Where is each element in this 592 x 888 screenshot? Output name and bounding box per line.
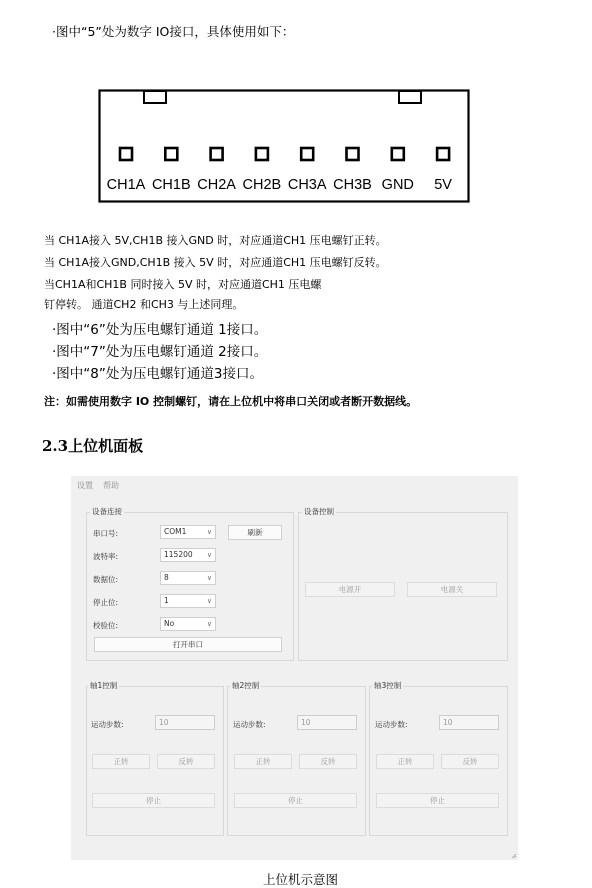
stop-bits-value: 1 — [164, 596, 169, 605]
axis3-steps-label: 运动步数: — [375, 720, 408, 729]
axis1-title: 轴1控制 — [90, 681, 118, 690]
chevron-down-icon: ∨ — [206, 620, 212, 628]
latch-right — [399, 91, 421, 103]
stop-bits-label: 停止位: — [93, 598, 119, 607]
data-bits-value: 8 — [164, 573, 169, 582]
power-on-button[interactable]: 电源开 — [305, 582, 395, 597]
axis1-stop-button[interactable]: 停止 — [92, 793, 215, 808]
axis2-steps-input[interactable]: 10 — [297, 715, 357, 730]
chevron-down-icon: ∨ — [206, 597, 212, 605]
baud-value: 115200 — [164, 550, 193, 559]
data-bits-select[interactable] — [160, 571, 216, 585]
pin-label: CH2B — [242, 177, 282, 193]
host-software-screenshot — [71, 476, 518, 860]
pin-square — [392, 148, 404, 160]
axis3-stop-button[interactable]: 停止 — [376, 793, 499, 808]
data-bits-label: 数据位: — [93, 575, 119, 584]
device-connection-title: 设备连接 — [92, 507, 122, 516]
pin-label: 5V — [434, 177, 452, 193]
para-forward: 当 CH1A接入 5V,CH1B 接入GND 时，对应通道CH1 压电螺钉正转。 — [44, 234, 387, 247]
item6: ·图中“6”处为压电螺钉通道 1接口。 — [52, 322, 268, 338]
chevron-down-icon: ∨ — [206, 574, 212, 582]
power-off-button[interactable]: 电源关 — [407, 582, 497, 597]
item7: ·图中“7”处为压电螺钉通道 2接口。 — [52, 344, 268, 360]
device-control-title: 设备控制 — [304, 507, 334, 516]
pin-label: CH2A — [197, 177, 236, 193]
latch-left — [144, 91, 166, 103]
axis2-title: 轴2控制 — [232, 681, 260, 690]
port-label: 串口号: — [93, 529, 119, 538]
axis3-forward-button[interactable]: 正转 — [376, 754, 434, 769]
menu-settings[interactable]: 设置 — [77, 481, 93, 490]
pin-square — [165, 148, 177, 160]
stop-bits-select[interactable] — [160, 594, 216, 608]
pin-label: GND — [381, 177, 414, 193]
pin-square — [301, 148, 313, 160]
parity-value: No — [164, 619, 175, 628]
pin-square — [347, 148, 359, 160]
axis1-reverse-button[interactable]: 反转 — [157, 754, 215, 769]
pin-label: CH1B — [151, 177, 191, 193]
axis1-steps-label: 运动步数: — [91, 720, 124, 729]
axis1-steps-input[interactable]: 10 — [155, 715, 215, 730]
axis3-title: 轴3控制 — [374, 681, 402, 690]
para-reverse: 当 CH1A接入GND,CH1B 接入 5V 时，对应通道CH1 压电螺钉反转。 — [44, 256, 387, 269]
item8: ·图中“8”处为压电螺钉通道3接口。 — [52, 366, 263, 382]
pin-square — [437, 148, 449, 160]
pin-label: CH3A — [287, 177, 327, 193]
chevron-down-icon: ∨ — [206, 551, 212, 559]
parity-select[interactable] — [160, 617, 216, 631]
axis2-stop-button[interactable]: 停止 — [234, 793, 357, 808]
baud-label: 波特率: — [93, 552, 119, 561]
port-value: COM1 — [164, 527, 187, 536]
para-stop-line2: 钉停转。 通道CH2 和CH3 与上述同理。 — [44, 298, 244, 311]
axis2-reverse-button[interactable]: 反转 — [299, 754, 357, 769]
pin-label: CH3B — [333, 177, 372, 193]
chevron-down-icon: ∨ — [206, 528, 212, 536]
axis3-reverse-button[interactable]: 反转 — [441, 754, 499, 769]
pin-square — [120, 148, 132, 160]
pin-square — [211, 148, 223, 160]
section-heading: 2.3上位机面板 — [42, 437, 144, 455]
resize-grip-icon[interactable] — [511, 853, 517, 859]
open-port-button[interactable]: 打开串口 — [94, 637, 282, 652]
io-connector-diagram — [98, 89, 470, 203]
parity-label: 校验位: — [93, 621, 119, 630]
port-select[interactable] — [160, 525, 216, 539]
menu-help[interactable]: 帮助 — [103, 481, 119, 490]
axis1-forward-button[interactable]: 正转 — [92, 754, 150, 769]
intro-item5: ·图中“5”处为数字 IO接口，具体使用如下： — [52, 24, 295, 39]
refresh-button[interactable]: 刷新 — [228, 525, 282, 540]
baud-select[interactable] — [160, 548, 216, 562]
note: 注：如需使用数字 IO 控制螺钉，请在上位机中将串口关闭或者断开数据线。 — [44, 395, 418, 408]
para-stop-line1: 当CH1A和CH1B 同时接入 5V 时，对应通道CH1 压电螺 — [44, 278, 322, 291]
pin-square — [256, 148, 268, 160]
axis2-steps-label: 运动步数: — [233, 720, 266, 729]
figure-caption: 上位机示意图 — [263, 872, 339, 887]
axis3-steps-input[interactable]: 10 — [439, 715, 499, 730]
axis2-forward-button[interactable]: 正转 — [234, 754, 292, 769]
pin-label: CH1A — [106, 177, 146, 193]
